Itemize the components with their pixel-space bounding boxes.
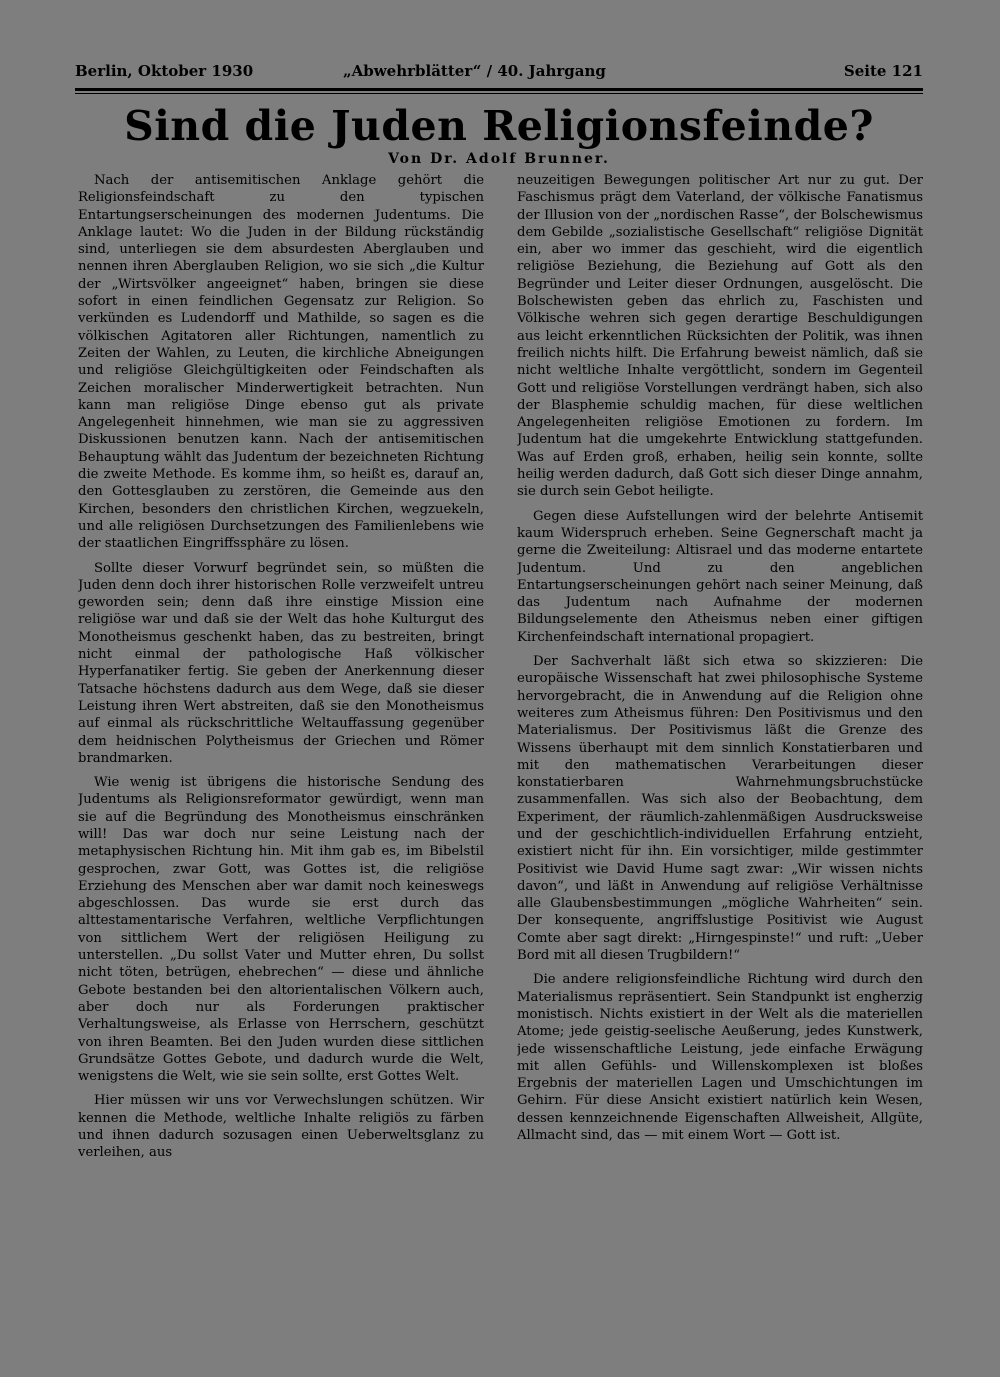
paragraph: Gegen diese Aufstellungen wird der belehrte Antisemit kaum Widerspruch erheben. Seine Gegnerschaft macht ja gerne die Zweiteilung: Altisrael und das moderne entartete Judentum. Und zu den angeblichen Entartungserscheinungen gehört nach seiner Meinung, daß das Judentum nach Aufnahme der modernen Bildungselemente den Atheismus neben einer giftigen Kirchenfeindschaft international propagiert. <box>517 508 923 645</box>
paragraph: Nach der antisemitischen Anklage gehört die Religionsfeindschaft zu den typischen Entartungserscheinungen des modernen Judentums. Die Anklage lautet: Wo die Juden in der Bildung rückständig sind, unterliegen sie dem absurdesten Aberglauben und nennen ihren Aberglauben Religion, wo sie sich „die Kultur der „Wirtsvölker angeeignet“ haben, bringen sie diese sofort in einen feindlichen Gegensatz zur Religion. So verkünden es Ludendorff und Mathilde, so sagen es die völkischen Agitatoren aller Richtungen, namentlich zu Zeiten der Wahlen, zu Leuten, die kirchliche Abneigungen und religiöse Gleichgültigkeiten oder Feindschaften als Zeichen moralischer Minderwertigkeit betrachten. Nun kann man religiöse Dinge ebenso gut als private Angelegenheit hinnehmen, wie man sie zu aggressiven Diskussionen benutzen kann. Nach der antisemitischen Behauptung wählt das Judentum der bezeichneten Richtung die zweite Methode. Es komme ihm, so heißt es, darauf an, den Gottesglauben zu zerstören, die Gemeinde aus den Kirchen, besonders den christlichen Kirchen, wegzuekeln, und alle religiösen Durchsetzungen des Familienlebens wie der staatlichen Eingriffssphäre zu lösen. <box>78 173 484 552</box>
paragraph: Der Sachverhalt läßt sich etwa so skizzieren: Die europäische Wissenschaft hat zwei philosophische Systeme hervorgebracht, die in Anwendung auf die Religion ohne weiteres zum Atheismus führen: Den Positivismus und den Materialismus. Der Positivismus läßt die Grenze des Wissens überhaupt mit dem sinnlich Konstatierbaren und mit den mathematischen Verarbeitungen dieser konstatierbaren Wahrnehmungsbruchstücke zusammenfallen. Was sich also der Beobachtung, dem Experiment, der räumlich-zahlenmäßigen Ausdrucksweise und der geschichtlich-individuellen Erfahrung entzieht, existiert nicht für ihn. Ein vorsichtiger, milde gestimmter Positivist wie David Hume sagt zwar: „Wir wissen nichts davon“, und läßt in Anwendung auf religiöse Verhältnisse alle Glaubensbestimmungen „mögliche Wahrheiten“ sein. Der konsequente, angriffslustige Positivist wie August Comte aber sagt direkt: „Hirngespinste!“ und ruft: „Ueber Bord mit all diesen Trugbildern!“ <box>517 654 923 964</box>
paragraph: Hier müssen wir uns vor Verwechslungen schützen. Wir kennen die Methode, weltliche Inhalte religiös zu färben und ihnen dadurch sozusagen einen Ueberweltsglanz zu verleihen, aus <box>78 1093 484 1161</box>
paragraph: Sollte dieser Vorwurf begründet sein, so müßten die Juden denn doch ihrer historischen Rolle verzweifelt untreu geworden sein; denn daß ihre einstige Mission eine religiöse war und daß sie der Welt das hohe Kulturgut des Monotheismus geschenkt haben, das zu bestreiten, bringt nicht einmal der pathologische Haß völkischer Hyperfanatiker fertig. Sie geben der Anerkennung dieser Tatsache höchstens dadurch aus dem Wege, daß sie dieser Leistung ihren Wert abstreiten, daß sie den Monotheismus auf einmal als rückschrittliche Weltauffassung gegenüber dem heidnischen Polytheismus der Griechen und Römer brandmarken. <box>78 560 484 766</box>
article-title: Sind die Juden Religionsfeinde? <box>124 102 874 150</box>
paragraph: Die andere religionsfeindliche Richtung wird durch den Materialismus repräsentiert. Sein Standpunkt ist engherzig monistisch. Nichts existiert in der Welt als die materiellen Atome; jede geistig-seelische Aeußerung, jedes Kunstwerk, jede wissenschaftliche Leistung, jede einfache Erwägung mit allen Gefühls- und Willenskomplexen ist bloßes Ergebnis der materiellen Lagen und Umschichtungen im Gehirn. Für diese Ansicht existiert natürlich kein Wesen, dessen kennzeichnende Eigenschaften Allweisheit, Allgüte, Allmacht sind, das — mit einem Wort — Gott ist. <box>517 972 923 1144</box>
article-column-right <box>517 172 923 1312</box>
article-byline: Von Dr. Adolf Brunner. <box>388 151 610 167</box>
header-page-number: Seite 121 <box>843 62 923 80</box>
paragraph: Wie wenig ist übrigens die historische Sendung des Judentums als Religionsreformator gewürdigt, wenn man sie auf die Begründung des Monotheismus einschränken will! Das war doch nur seine Leistung nach der metaphysischen Richtung hin. Mit ihm gab es, im Bibelstil gesprochen, zwar Gott, was Gottes ist, die religiöse Erziehung des Menschen aber war damit noch keineswegs abgeschlossen. Das wurde sie erst durch das alttestamentarische Verfahren, weltliche Verpflichtungen von sittlichem Wert der religiösen Heiligung zu unterstellen. „Du sollst Vater und Mutter ehren, Du sollst nicht töten, betrügen, ehebrechen“ — diese und ähnliche Gebote bestanden bei den altorientalischen Völkern auch, aber doch nur als Forderungen praktischer Verhaltungsweise, als Erlasse von Herrschern, geschützt von ihren Beamten. Bei den Juden wurden diese sittlichen Grundsätze Gottes Gebote, und dadurch wurde die Welt, wenigstens die Welt, wie sie sein sollte, erst Gottes Welt. <box>78 775 484 1085</box>
paragraph: neuzeitigen Bewegungen politischer Art nur zu gut. Der Faschismus prägt dem Vaterland, der völkische Fanatismus der Illusion von der „nordischen Rasse“, der Bolschewismus dem Gebilde „sozialistische Gesellschaft“ religiöse Dignität ein, aber wo immer das geschieht, wird die eigentlich religiöse Beziehung, die Beziehung auf Gott als den Begründer und Leiter dieser Ordnungen, ausgelöscht. Die Bolschewisten geben das ehrlich zu, Faschisten und Völkische wehren sich gegen derartige Beschuldigungen aus leicht erkenntlichen Rücksichten der Politik, was ihnen freilich nichts hilft. Die Erfahrung beweist nämlich, daß sie nicht weltliche Inhalte vergöttlicht, sondern im Gegenteil Gott und religiöse Vorstellungen verdrängt haben, sich also der Blasphemie schuldig machen, für diese weltlichen Angelegenheiten religiöse Emotionen zu fordern. Im Judentum hat die umgekehrte Entwicklung stattgefunden. Was auf Erden groß, erhaben, heilig sein konnte, sollte heilig werden dadurch, daß Gott sich dieser Dinge annahm, sie durch sein Gebot heiligte. <box>517 173 923 500</box>
header-date: Berlin, Oktober 1930 <box>75 62 254 80</box>
header-publication: „Abwehrblätter“ / 40. Jahrgang <box>343 62 606 80</box>
header-rule-thick <box>75 88 923 91</box>
page-header <box>75 62 923 84</box>
article-column-left <box>78 172 484 1312</box>
header-rule-thin <box>75 93 923 94</box>
